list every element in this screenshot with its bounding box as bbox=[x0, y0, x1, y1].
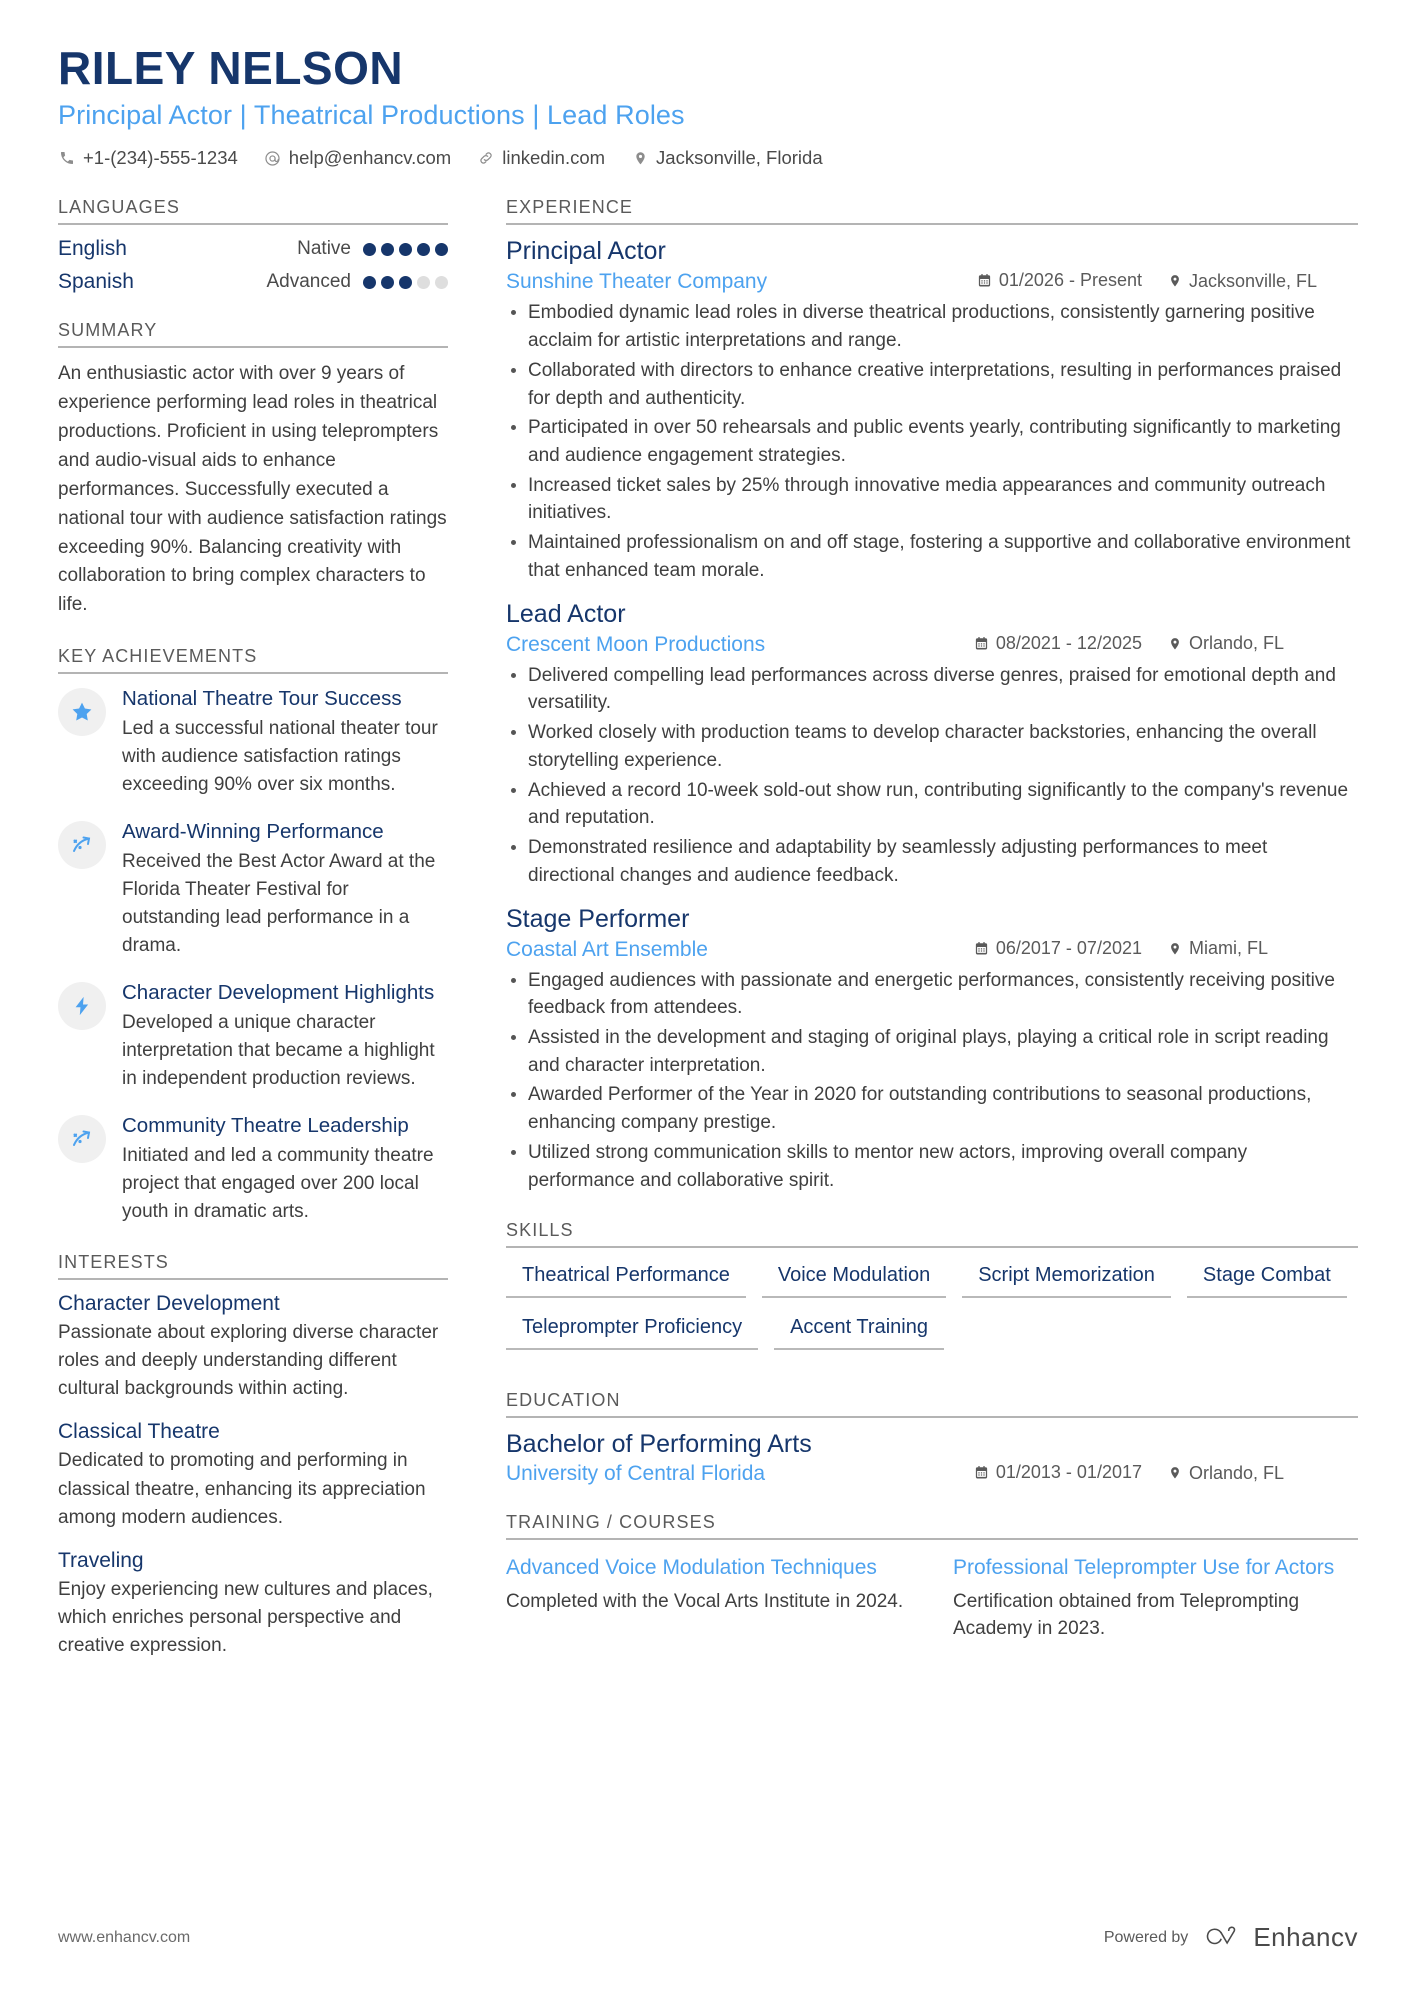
interest-title: Character Development bbox=[58, 1292, 280, 1316]
dot bbox=[381, 243, 394, 256]
section-interests bbox=[58, 1252, 448, 1660]
education-dates bbox=[974, 1462, 1142, 1483]
bullet: Assisted in the development and staging of original plays, playing a critical role in script reading and character interpretation. bbox=[506, 1024, 1358, 1079]
experience-location-text: Miami, FL bbox=[1189, 938, 1269, 959]
dot bbox=[417, 243, 430, 256]
experience-dates-text: 08/2021 - 12/2025 bbox=[995, 632, 1142, 653]
experience-dates bbox=[974, 633, 1142, 654]
experience-company: Crescent Moon Productions bbox=[506, 632, 766, 656]
experience-bullets bbox=[506, 662, 1358, 890]
contact-location-text: Jacksonville, Florida bbox=[656, 147, 823, 169]
location-pin-icon bbox=[1168, 274, 1182, 288]
calendar-icon bbox=[977, 273, 992, 288]
skill-chip: Voice Modulation bbox=[762, 1260, 946, 1298]
interest-title: Classical Theatre bbox=[58, 1420, 220, 1444]
right-column bbox=[478, 197, 1358, 1668]
experience-role: Stage Performer bbox=[506, 904, 690, 933]
interest-item bbox=[58, 1292, 448, 1403]
experience-bullets bbox=[506, 967, 1358, 1195]
dot bbox=[399, 276, 412, 289]
contact-row bbox=[58, 147, 1358, 169]
experience-item bbox=[506, 905, 1358, 1195]
dot bbox=[363, 243, 376, 256]
contact-phone-text: +1-(234)-555-1234 bbox=[83, 147, 238, 169]
key-achievements-heading: KEY ACHIEVEMENTS bbox=[58, 646, 448, 674]
contact-location bbox=[631, 147, 823, 169]
achievement-item bbox=[58, 819, 448, 960]
experience-item bbox=[506, 237, 1358, 584]
candidate-headline: Principal Actor | Theatrical Productions | Lead Roles bbox=[58, 100, 685, 131]
language-level: Advanced bbox=[266, 271, 351, 293]
section-skills bbox=[506, 1220, 1358, 1364]
achievement-item bbox=[58, 1113, 448, 1226]
bullet: Demonstrated resilience and adaptability by seamlessly adjusting performances to meet directional changes and audience feedback. bbox=[506, 834, 1358, 889]
section-languages bbox=[58, 197, 448, 294]
bullet: Embodied dynamic lead roles in diverse theatrical productions, consistently garnering positive acclaim for artistic interpretations and range. bbox=[506, 299, 1358, 354]
skill-chip: Script Memorization bbox=[962, 1260, 1171, 1298]
dot bbox=[417, 276, 430, 289]
bullet: Increased ticket sales by 25% through innovative media appearances and community outreach initiatives. bbox=[506, 472, 1358, 527]
location-pin-icon bbox=[1168, 942, 1182, 956]
powered-by-label: Powered by bbox=[1103, 1928, 1189, 1946]
achievement-desc: Led a successful national theater tour with audience satisfaction ratings exceeding 90% over six months. bbox=[122, 717, 438, 796]
experience-bullets bbox=[506, 299, 1358, 584]
interest-desc: Dedicated to promoting and performing in classical theatre, enhancing its appreciation among modern audiences. bbox=[58, 1450, 426, 1528]
bullet: Worked closely with production teams to develop character backstories, enhancing the overall storytelling experience. bbox=[506, 719, 1358, 774]
experience-dates bbox=[974, 938, 1142, 959]
dot bbox=[435, 276, 448, 289]
dot bbox=[435, 243, 448, 256]
experience-location-text: Jacksonville, FL bbox=[1189, 270, 1318, 291]
enhancv-mark-icon bbox=[1202, 1925, 1244, 1951]
language-proficiency-dots bbox=[363, 276, 448, 289]
skill-chip: Theatrical Performance bbox=[506, 1260, 746, 1298]
language-row bbox=[58, 237, 448, 261]
education-degree: Bachelor of Performing Arts bbox=[506, 1430, 812, 1459]
training-title: Professional Teleprompter Use for Actors bbox=[953, 1556, 1335, 1580]
language-name: Spanish bbox=[58, 270, 134, 294]
section-education bbox=[506, 1390, 1358, 1486]
skill-chip: Stage Combat bbox=[1187, 1260, 1347, 1298]
contact-email[interactable] bbox=[264, 147, 451, 169]
achievement-item bbox=[58, 980, 448, 1093]
education-location-text: Orlando, FL bbox=[1189, 1462, 1285, 1483]
interest-title: Traveling bbox=[58, 1548, 144, 1572]
location-pin-icon bbox=[1168, 1466, 1182, 1480]
section-key-achievements bbox=[58, 646, 448, 1226]
experience-location bbox=[1168, 938, 1358, 959]
education-dates-text: 01/2013 - 01/2017 bbox=[995, 1462, 1142, 1483]
training-desc: Completed with the Vocal Arts Institute in 2024. bbox=[506, 1590, 904, 1612]
calendar-icon bbox=[974, 941, 989, 956]
achievement-title: Award-Winning Performance bbox=[122, 820, 384, 844]
experience-role: Lead Actor bbox=[506, 599, 626, 628]
languages-heading: LANGUAGES bbox=[58, 197, 448, 225]
calendar-icon bbox=[974, 636, 989, 651]
contact-email-text: help@enhancv.com bbox=[288, 147, 452, 169]
achievement-desc: Received the Best Actor Award at the Florida Theater Festival for outstanding lead performance in a drama. bbox=[122, 850, 436, 957]
achievement-title: National Theatre Tour Success bbox=[122, 687, 402, 711]
bullet: Participated in over 50 rehearsals and public events yearly, contributing significantly to marketing and audience engagement strategies. bbox=[506, 414, 1358, 469]
bullet: Achieved a record 10-week sold-out show run, contributing significantly to the company's revenue and reputation. bbox=[506, 777, 1358, 832]
interest-desc: Passionate about exploring diverse character roles and deeply understanding different cultural backgrounds within acting. bbox=[58, 1322, 439, 1400]
summary-text: An enthusiastic actor with over 9 years of experience performing lead roles in theatrical productions. Proficient in using teleprompters and audio-visual aids to enhance performances. Successfully executed a national tour with audience satisfaction ratings exceeding 90%. Balancing creativity with collaboration to bring complex characters to life. bbox=[58, 363, 447, 616]
skills-heading: SKILLS bbox=[506, 1220, 1358, 1248]
education-location bbox=[1168, 1463, 1358, 1484]
language-level: Native bbox=[297, 238, 351, 260]
section-experience bbox=[506, 197, 1358, 1194]
contact-linkedin-text: linkedin.com bbox=[502, 147, 606, 169]
achievement-desc: Developed a unique character interpretation that became a highlight in independent production reviews. bbox=[122, 1011, 435, 1090]
experience-company: Sunshine Theater Company bbox=[506, 270, 768, 294]
training-item bbox=[953, 1554, 1358, 1642]
training-heading: TRAINING / COURSES bbox=[506, 1512, 1358, 1540]
footer-website-url[interactable]: www.enhancv.com bbox=[58, 1928, 191, 1946]
dot bbox=[399, 243, 412, 256]
trending-arrow-icon bbox=[58, 821, 106, 869]
resume-columns bbox=[58, 197, 1358, 1686]
experience-role: Principal Actor bbox=[506, 237, 666, 266]
achievement-title: Character Development Highlights bbox=[122, 981, 435, 1005]
lightning-bolt-icon bbox=[58, 982, 106, 1030]
link-icon bbox=[477, 149, 495, 167]
training-title: Advanced Voice Modulation Techniques bbox=[506, 1556, 877, 1580]
experience-location-text: Orlando, FL bbox=[1189, 633, 1285, 654]
interest-item bbox=[58, 1420, 448, 1531]
skill-chip: Accent Training bbox=[774, 1312, 944, 1350]
achievement-item bbox=[58, 686, 448, 799]
language-row bbox=[58, 270, 448, 294]
contact-linkedin[interactable] bbox=[477, 147, 605, 169]
training-desc: Certification obtained from Teleprompting Academy in 2023. bbox=[953, 1590, 1300, 1640]
interest-item bbox=[58, 1549, 448, 1660]
experience-location bbox=[1168, 271, 1358, 292]
bullet: Awarded Performer of the Year in 2020 for outstanding contributions to seasonal productions, enhancing company prestige. bbox=[506, 1081, 1358, 1136]
experience-dates-text: 06/2017 - 07/2021 bbox=[995, 937, 1142, 958]
candidate-name: RILEY NELSON bbox=[58, 42, 404, 94]
star-icon bbox=[58, 688, 106, 736]
education-heading: EDUCATION bbox=[506, 1390, 1358, 1418]
trending-arrow-icon bbox=[58, 1115, 106, 1163]
experience-item bbox=[506, 600, 1358, 890]
location-pin-icon bbox=[631, 149, 649, 167]
summary-heading: SUMMARY bbox=[58, 320, 448, 348]
section-summary bbox=[58, 320, 448, 620]
bullet: Maintained professionalism on and off stage, fostering a supportive and collaborative environment that enhanced team morale. bbox=[506, 529, 1358, 584]
dot bbox=[363, 276, 376, 289]
footer-brand bbox=[1104, 1922, 1358, 1953]
experience-company: Coastal Art Ensemble bbox=[506, 937, 708, 961]
achievement-title: Community Theatre Leadership bbox=[122, 1114, 409, 1138]
education-school: University of Central Florida bbox=[506, 1462, 766, 1486]
enhancv-wordmark: Enhancv bbox=[1253, 1922, 1358, 1952]
section-training-courses bbox=[506, 1512, 1358, 1642]
left-column bbox=[58, 197, 478, 1686]
skill-chip: Teleprompter Proficiency bbox=[506, 1312, 758, 1350]
language-proficiency-dots bbox=[363, 243, 448, 256]
training-item bbox=[506, 1554, 911, 1642]
bullet: Utilized strong communication skills to mentor new actors, improving overall company performance and collaborative spirit. bbox=[506, 1139, 1358, 1194]
interests-heading: INTERESTS bbox=[58, 1252, 448, 1280]
education-item bbox=[506, 1430, 1358, 1486]
language-name: English bbox=[58, 237, 127, 261]
bullet: Engaged audiences with passionate and energetic performances, consistently receiving positive feedback from attendees. bbox=[506, 967, 1358, 1022]
email-icon bbox=[264, 149, 282, 167]
enhancv-logo bbox=[1202, 1922, 1358, 1953]
experience-dates-text: 01/2026 - Present bbox=[998, 270, 1142, 291]
bullet: Delivered compelling lead performances across diverse genres, praised for emotional depth and versatility. bbox=[506, 662, 1358, 717]
experience-dates bbox=[977, 270, 1142, 291]
page-footer bbox=[58, 1922, 1358, 1953]
interest-desc: Enjoy experiencing new cultures and places, which enriches personal perspective and creative expression. bbox=[58, 1578, 433, 1656]
bullet: Collaborated with directors to enhance creative interpretations, resulting in performances praised for depth and authenticity. bbox=[506, 357, 1358, 412]
contact-phone[interactable] bbox=[58, 147, 238, 169]
achievement-desc: Initiated and led a community theatre project that engaged over 200 local youth in dramatic arts. bbox=[122, 1144, 434, 1222]
experience-heading: EXPERIENCE bbox=[506, 197, 1358, 225]
dot bbox=[381, 276, 394, 289]
calendar-icon bbox=[974, 1465, 989, 1480]
phone-icon bbox=[58, 149, 76, 167]
resume-header bbox=[58, 44, 1358, 169]
location-pin-icon bbox=[1168, 637, 1182, 651]
experience-location bbox=[1168, 633, 1358, 654]
